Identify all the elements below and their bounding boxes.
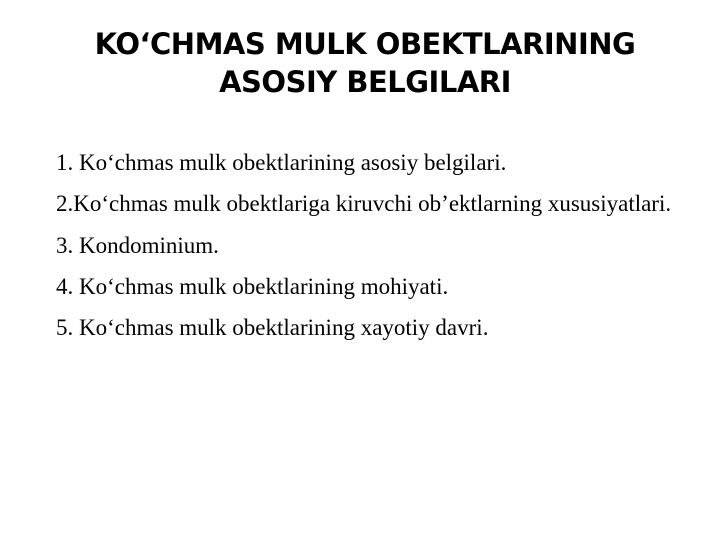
topic-item-2: 2.Ko‘chmas mulk obektlariga kiruvchi ob’ektlarning xususiyatlari. (56, 191, 672, 217)
topic-item-4: 4. Ko‘chmas mulk obektlarining mohiyati. (56, 274, 449, 300)
slide-title-line-2: ASOSIY BELGILARI (219, 64, 511, 99)
topic-item-1: 1. Ko‘chmas mulk obektlarining asosiy belgilari. (56, 150, 507, 175)
topic-item-3: 3. Kondominium. (56, 232, 219, 258)
slide-title-line-1: KO‘CHMAS MULK OBEKTLARINING (94, 27, 636, 61)
topic-item-5: 5. Ko‘chmas mulk obektlarining xayotiy davri. (56, 315, 489, 341)
slide-title (40, 26, 690, 101)
topic-list (56, 146, 692, 353)
